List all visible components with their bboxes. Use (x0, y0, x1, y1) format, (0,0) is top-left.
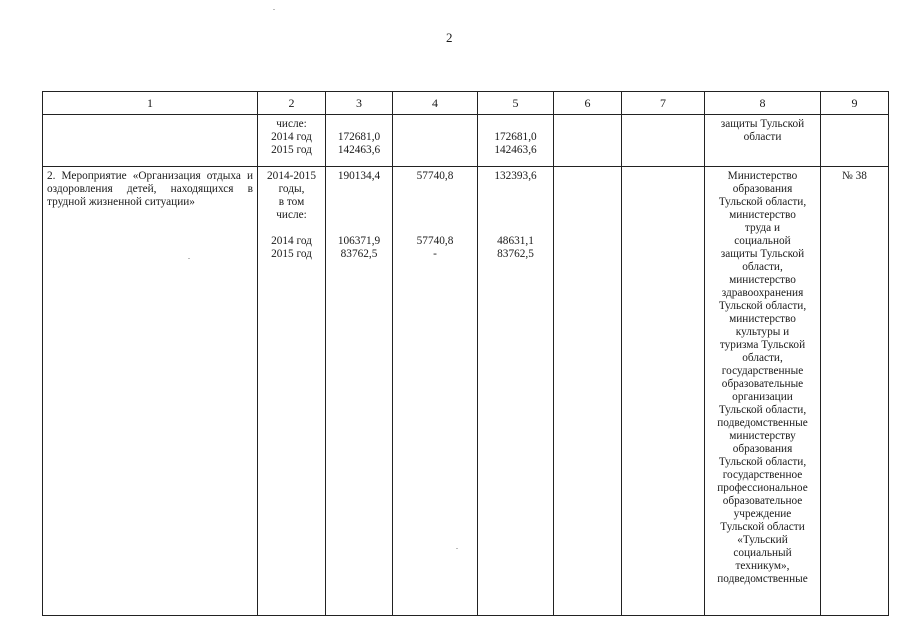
amount-cell (393, 115, 478, 167)
executor-line: «Тульский (737, 534, 788, 546)
amount-value: 48631,1 (497, 235, 534, 247)
executor-line: области, (742, 261, 783, 273)
executor-line: образовательное (722, 495, 803, 507)
amount-value: 142463,6 (494, 144, 537, 156)
header-cell: 4 (393, 92, 478, 115)
amount-cell (622, 167, 705, 616)
executor-line: здравоохранения (721, 287, 804, 299)
header-cell: 2 (258, 92, 326, 115)
amount-cell (478, 167, 554, 616)
executor-line: защиты Тульской (720, 248, 805, 260)
period-line: числе: (276, 118, 307, 130)
executor-line: области, (742, 352, 783, 364)
period-line: 2015 год (271, 248, 312, 260)
page-number: 2 (446, 30, 453, 45)
amount-value: 190134,4 (337, 170, 381, 182)
executor-line: министерство (729, 209, 796, 221)
header-cell: 6 (554, 92, 622, 115)
amount-cell (554, 115, 622, 167)
amount-value: 57740,8 (416, 235, 454, 247)
reference-cell: № 38 (821, 167, 889, 616)
executor-line: подведомственные (717, 573, 808, 585)
executor-line: Тульской области, (718, 404, 807, 416)
executor-line: учреждение (733, 508, 792, 520)
period-line: числе: (276, 209, 307, 221)
table-row (43, 115, 889, 167)
executor-line: Тульской области, (718, 456, 807, 468)
description-cell (43, 115, 258, 167)
header-cell: 3 (326, 92, 393, 115)
executor-line: министерство (729, 274, 796, 286)
executor-line: министерству (729, 430, 796, 442)
amount-value: 83762,5 (497, 248, 534, 260)
period-line: годы, (278, 183, 305, 195)
amount-value: 83762,5 (340, 248, 378, 260)
period-line: 2015 год (271, 144, 312, 156)
header-cell: 7 (622, 92, 705, 115)
reference-cell (821, 115, 889, 167)
scan-speck (273, 9, 275, 10)
period-line: 2014 год (271, 235, 312, 247)
executor-line: области (743, 131, 782, 143)
executor-line: техникум», (735, 560, 790, 572)
period-line: в том (278, 196, 305, 208)
header-cell: 1 (43, 92, 258, 115)
executor-cell (705, 167, 821, 616)
amount-cell (554, 167, 622, 616)
header-cell: 9 (821, 92, 889, 115)
amount-value: 142463,6 (337, 144, 381, 156)
period-cell (258, 115, 326, 167)
executor-line: образования (732, 183, 793, 195)
executor-line: государственные (721, 365, 804, 377)
executor-line: государственное (722, 469, 803, 481)
executor-line: Министерство (727, 170, 798, 182)
budget-table (42, 91, 889, 616)
executor-line: социальной (734, 235, 791, 247)
executor-line: защиты Тульской (720, 118, 805, 130)
amount-value: 132393,6 (494, 170, 537, 182)
header-cell: 5 (478, 92, 554, 115)
executor-line: социальный (733, 547, 792, 559)
amount-value: 172681,0 (337, 131, 381, 143)
amount-cell (478, 115, 554, 167)
period-cell (258, 167, 326, 616)
period-line: 2014 год (271, 131, 312, 143)
header-cell: 8 (705, 92, 821, 115)
executor-line: министерство (729, 313, 796, 325)
amount-cell (622, 115, 705, 167)
description-cell: 2. Мероприятие «Организация отдыха и оздоровления детей, находящихся в трудной жизненной ситуации» (43, 167, 258, 616)
executor-line: культуры и (735, 326, 790, 338)
period-line: 2014-2015 (267, 170, 316, 182)
executor-line: Тульской области (720, 521, 805, 533)
executor-line: туризма Тульской (719, 339, 806, 351)
executor-line: труда и (744, 222, 781, 234)
executor-line: подведомственные (717, 417, 808, 429)
amount-value: 57740,8 (416, 170, 454, 182)
amount-cell (326, 115, 393, 167)
executor-line: организации (732, 391, 793, 403)
executor-line: Тульской области, (718, 300, 807, 312)
amount-value: 172681,0 (494, 131, 537, 143)
executor-line: Тульской области, (718, 196, 807, 208)
table-row (43, 167, 889, 616)
executor-line: образования (732, 443, 793, 455)
executor-cell (705, 115, 821, 167)
executor-line: профессиональное (717, 482, 808, 494)
amount-cell (393, 167, 478, 616)
header-row (43, 92, 889, 115)
amount-cell (326, 167, 393, 616)
executor-line: образовательные (721, 378, 804, 390)
amount-value: - (433, 248, 437, 260)
amount-value: 106371,9 (337, 235, 381, 247)
